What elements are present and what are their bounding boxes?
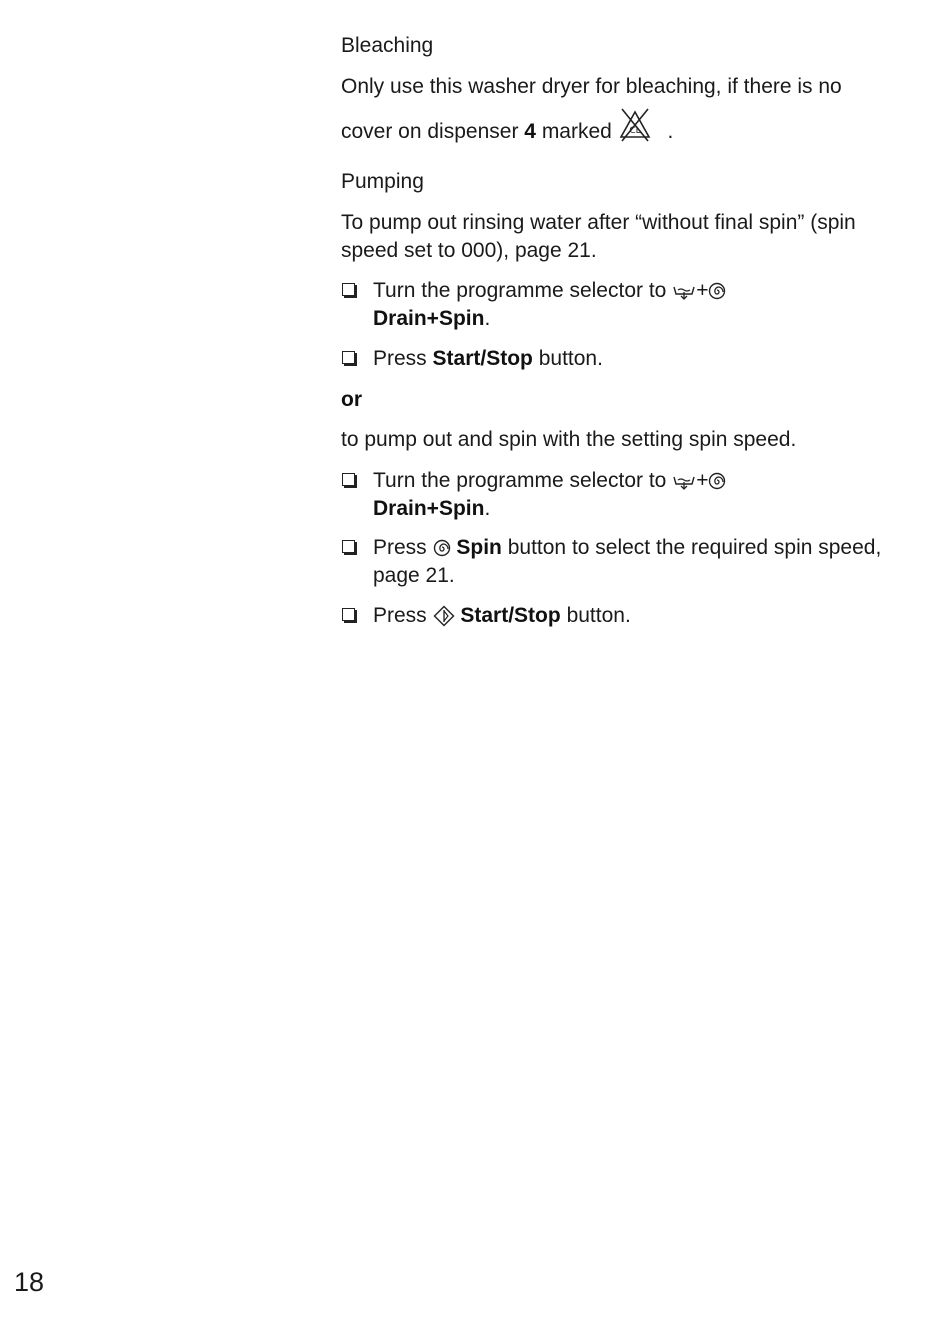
or-label: or (341, 388, 362, 411)
pumping-heading: Pumping (341, 170, 424, 193)
svg-text:CL: CL (629, 126, 641, 137)
checkbox-icon (342, 283, 355, 296)
bleaching-heading: Bleaching (341, 34, 434, 57)
page-number: 18 (14, 1267, 45, 1297)
drain-icon (672, 282, 696, 300)
spin-icon (433, 539, 451, 557)
dispenser-number: 4 (524, 120, 536, 143)
checkbox-icon (342, 608, 355, 621)
start-stop-icon (433, 605, 455, 627)
bleaching-line2: cover on dispenser 4 marked CL . (341, 118, 911, 146)
checkbox-icon (342, 473, 355, 486)
drain-icon (672, 472, 696, 490)
no-chlorine-bleach-icon (618, 107, 652, 143)
bleaching-line1: Only use this washer dryer for bleaching, if there is no (341, 75, 842, 98)
list-item: Press Start/Stop button. (341, 345, 911, 373)
bleaching-text (341, 73, 911, 146)
pumping-intro: To pump out rinsing water after “without final spin” (spin speed set to 000), page 21. (341, 211, 856, 262)
spin-icon (708, 472, 726, 490)
alt-intro: to pump out and spin with the setting spin speed. (341, 428, 797, 451)
checkbox-icon (342, 351, 355, 364)
list-item: Press Start/Stop button. (341, 602, 911, 630)
checkbox-icon (342, 540, 355, 553)
spin-icon (708, 282, 726, 300)
list-item: Press Spin button to select the required spin speed, page 21. (341, 534, 911, 590)
list-item: Turn the programme selector to + Drain+Spin. (341, 467, 911, 523)
list-item: Turn the programme selector to + Drain+Spin. (341, 277, 911, 333)
